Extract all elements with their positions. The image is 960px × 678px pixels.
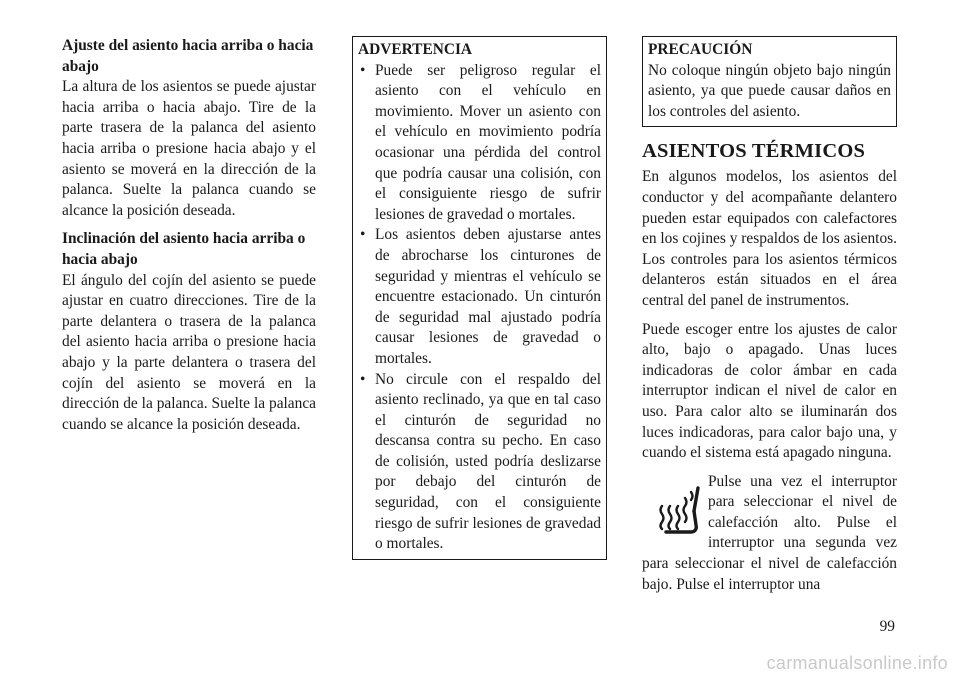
watermark: carmanualsonline.info [766,653,948,673]
middle-column [352,36,607,560]
paragraph-seat-height: La altura de los asientos se puede ajustar hacia arriba o hacia abajo. Tire de la parte trasera de la palanca del asiento hacia arriba o presione hacia abajo y el asiento se moverá en la dirección de la palanca. Suelte la palanca cuando se alcance la posición deseada. [62,78,316,219]
warning-item: • No circule con el respaldo del asiento reclinado, ya que en tal caso el cinturón de seguridad no descansa contra su pecho. En caso de colisión, usted podría deslizarse por debajo del cinturón de seguridad, con el consiguiente riesgo de sufrir lesiones de gravedad o mortales. [358,370,601,555]
warning-box [352,36,607,560]
caution-title: PRECAUCIÓN [648,41,753,58]
heading-seat-tilt: Inclinación del asiento hacia arriba o hacia abajo [62,230,306,268]
warning-title: ADVERTENCIA [358,41,473,58]
heading-seat-height: Ajuste del asiento hacia arriba o hacia abajo [62,37,314,75]
warning-list [358,61,601,555]
heated-seat-paragraph-block [642,472,897,596]
caution-text: No coloque ningún objeto bajo ningún asiento, ya que puede causar daños en los controles del asiento. [648,61,891,120]
section-paragraph-1: En algunos modelos, los asientos del conductor y del acompañante delantero pueden estar equipados con calefactores en los cojines y respaldos de los asientos. Los controles para los asientos térmicos delanteros están situados en el área central del panel de instrumentos. [642,168,897,309]
heated-seat-icon [644,476,702,538]
section-paragraph-2: Puede escoger entre los ajustes de calor alto, bajo o apagado. Unas luces indicadoras de color ámbar en cada interruptor indican el nivel de calor en uso. Para calor alto se iluminarán dos luces indicadoras, para calor bajo una, y cuando el sistema está apagado ninguna. [642,320,897,462]
warning-item: • Los asientos deben ajustarse antes de abrocharse los cinturones de seguridad y mientras el vehículo se encuentre estacionado. Un cinturón de seguridad mal ajustado podría causar lesiones de gravedad o mortales. [358,225,601,369]
paragraph-seat-tilt: El ángulo del cojín del asiento se puede ajustar en cuatro direcciones. Tire de la parte delantera o trasera de la palanca del asiento hacia arriba o presione hacia abajo y la parte delantera o trasera del cojín del asiento se moverá en la dirección de la palanca. Suelte la palanca cuando se alcance la posición deseada. [62,271,316,433]
section-paragraph-3: Pulse una vez el interruptor para seleccionar el nivel de calefacción alto. Pulse el interruptor una segunda vez para seleccionar el nivel de calefacción bajo. Pulse el interruptor una [642,472,897,593]
section-title: ASIENTOS TÉRMICOS [642,140,866,163]
left-column [62,36,316,435]
warning-item: • Puede ser peligroso regular el asiento con el vehículo en movimiento. Mover un asiento con el vehículo en movimiento podría ocasionar una pérdida del control que podría causar una colisión, con el consiguiente riesgo de sufrir lesiones de gravedad o mortales. [358,61,601,226]
caution-box [642,36,897,127]
page-number: 99 [879,618,895,635]
right-column [642,36,897,595]
